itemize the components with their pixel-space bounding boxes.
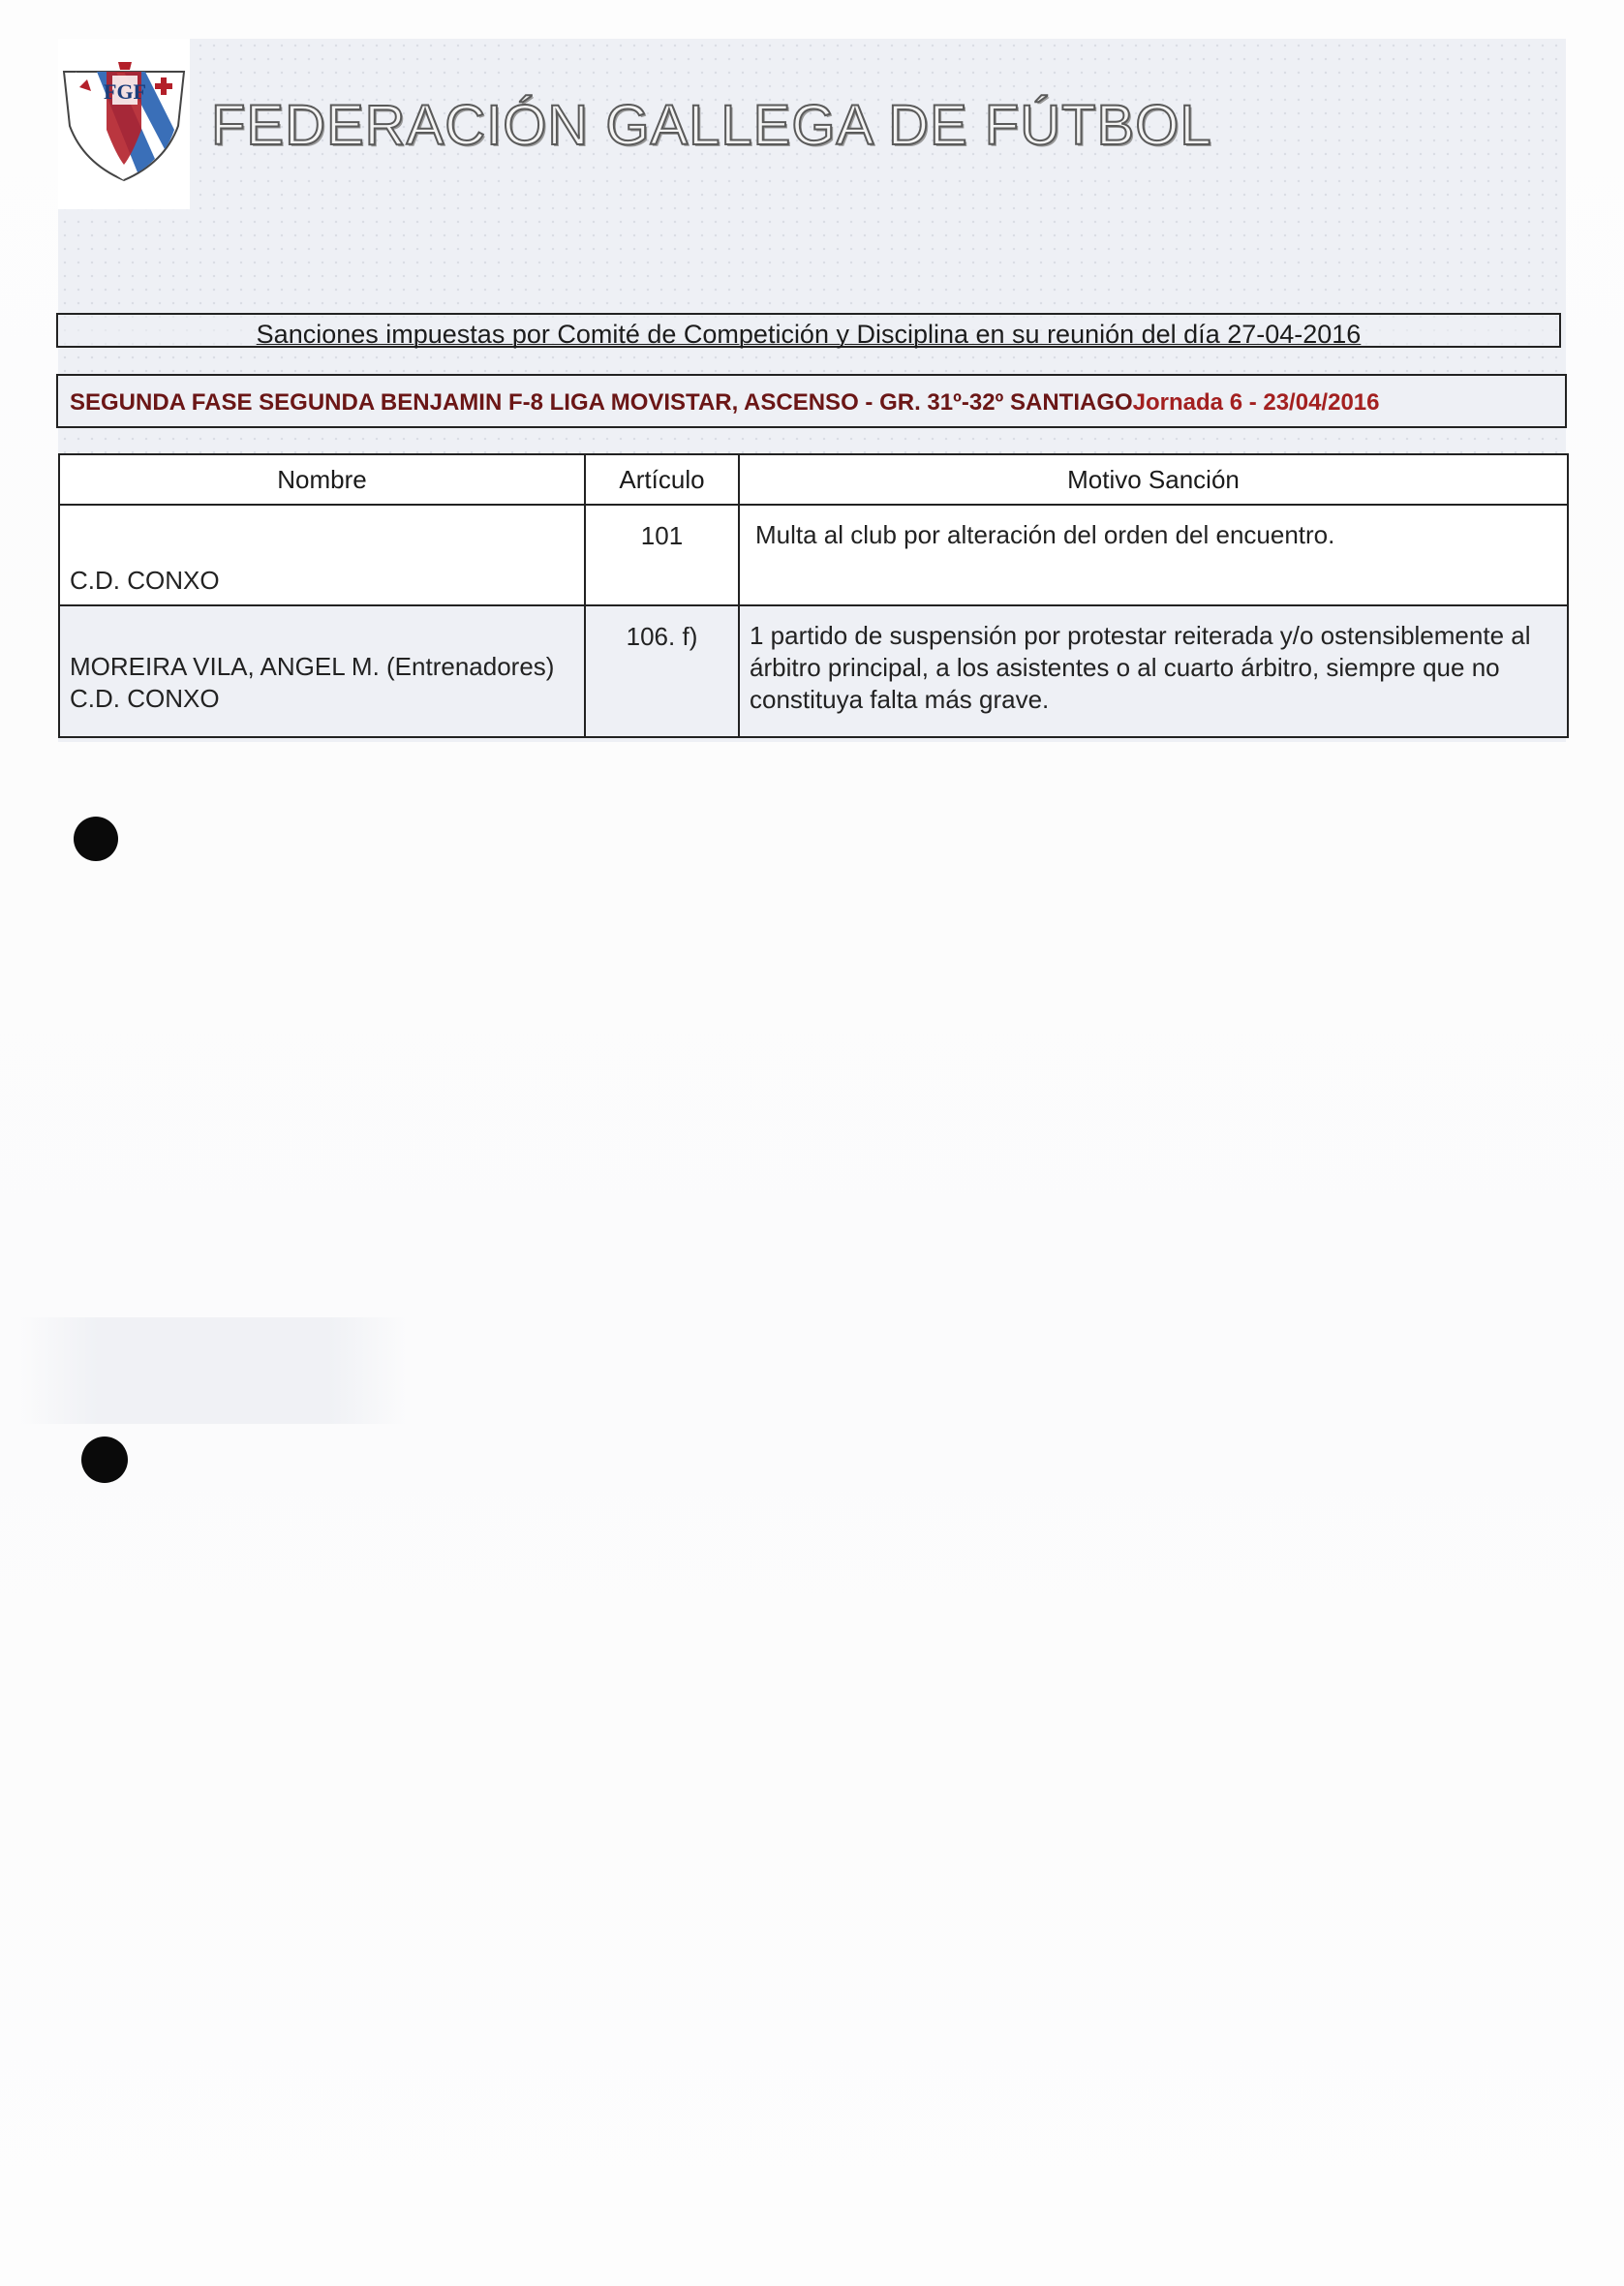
cell-articulo: 101: [585, 505, 739, 605]
cell-nombre: [59, 505, 585, 605]
nombre-line-2: C.D. CONXO: [70, 684, 220, 713]
competition-line: [70, 389, 1379, 417]
svg-text:FGF: FGF: [104, 79, 146, 104]
binder-punch-hole: [74, 817, 118, 861]
cell-motivo: 1 partido de suspensión por protestar reiterada y/o ostensiblemente al árbitro principal, a los asistentes o al cuarto árbitro, siempre que no constituya falta más grave.: [739, 605, 1568, 737]
federation-title: FEDERACIÓN GALLEGA DE FÚTBOL: [211, 94, 1212, 157]
table-row: [59, 505, 1568, 605]
header-nombre: Nombre: [59, 454, 585, 505]
fgf-shield-logo: [58, 58, 190, 184]
competition-jornada: Jornada 6 - 23/04/2016: [1132, 389, 1380, 416]
nombre-line-2: C.D. CONXO: [70, 566, 220, 595]
nombre-line-1: MOREIRA VILA, ANGEL M. (Entrenadores): [70, 652, 555, 681]
cell-nombre: [59, 605, 585, 737]
table-header-row: [59, 454, 1568, 505]
sanctions-table: [58, 453, 1569, 738]
sanctions-heading: Sanciones impuestas por Comité de Competición y Disciplina en su reunión del día 27-04-2016: [256, 320, 1362, 349]
binder-punch-hole: [81, 1436, 128, 1483]
cell-articulo: 106. f): [585, 605, 739, 737]
nombre-text: [70, 651, 554, 715]
cell-motivo: Multa al club por alteración del orden del encuentro.: [739, 505, 1568, 605]
sanctions-heading-box: [56, 313, 1561, 348]
table-row: [59, 605, 1568, 737]
nombre-text: [70, 565, 220, 597]
header-motivo: Motivo Sanción: [739, 454, 1568, 505]
competition-name: SEGUNDA FASE SEGUNDA BENJAMIN F-8 LIGA MOVISTAR, ASCENSO - GR. 31º-32º SANTIAGO: [70, 389, 1133, 416]
competition-box: [56, 374, 1567, 428]
scan-smudge: [19, 1317, 407, 1424]
header-articulo: Artículo: [585, 454, 739, 505]
